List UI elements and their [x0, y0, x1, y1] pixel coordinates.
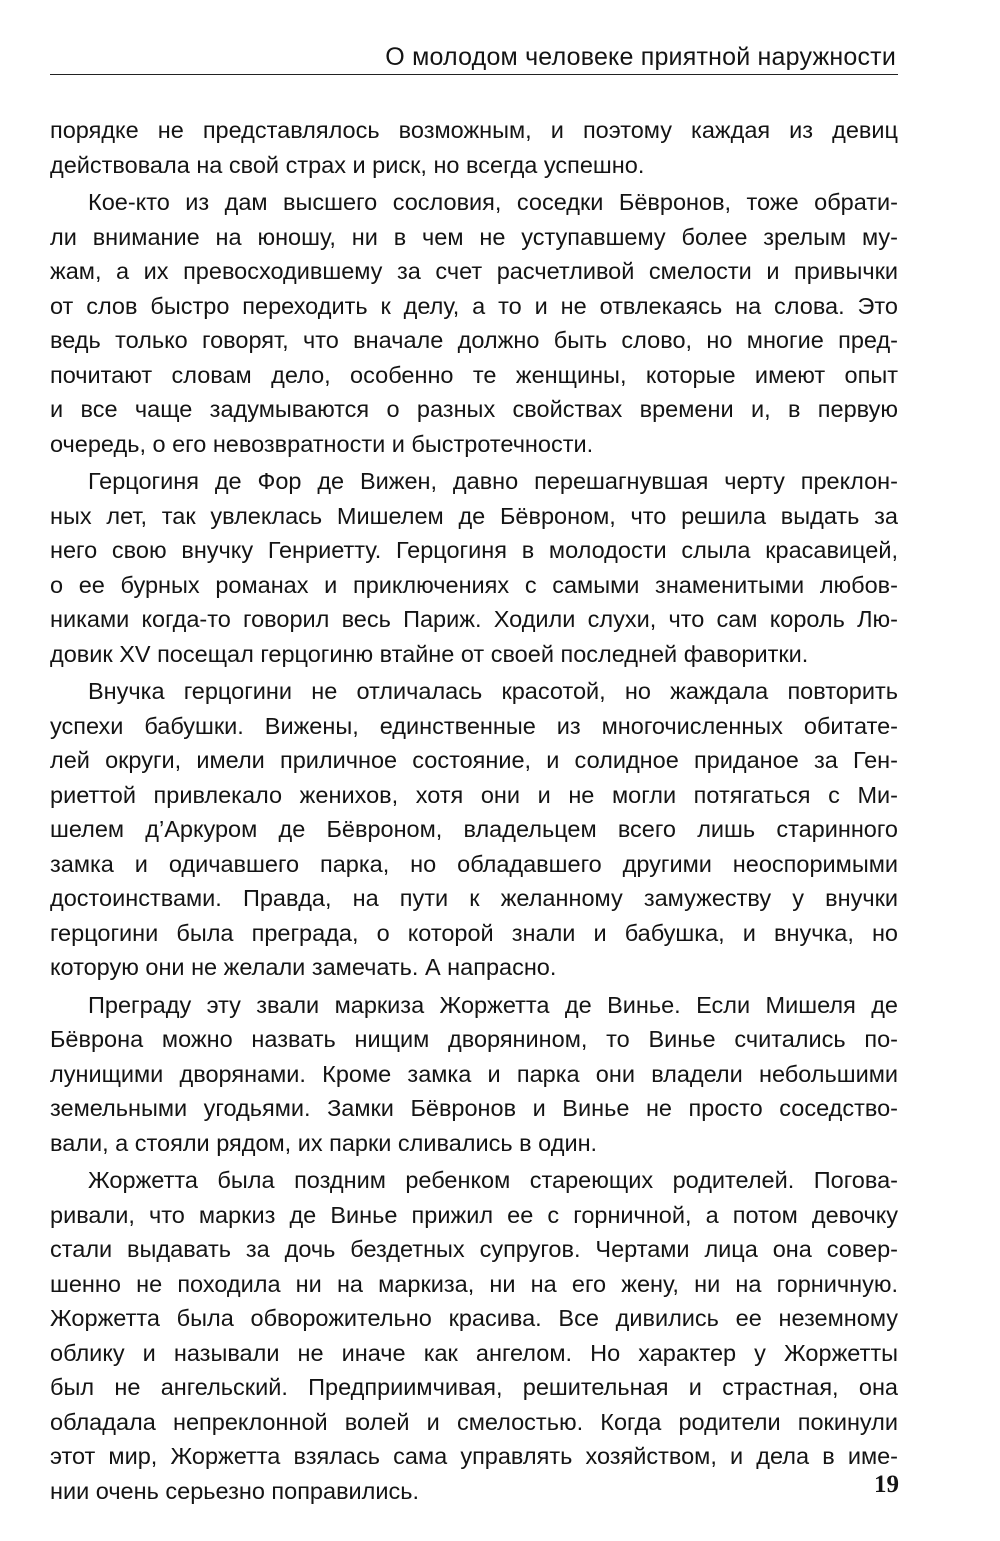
text-line: этот мир, Жоржетта взялась сама управлять хозяйством, и дела в име-: [50, 1443, 898, 1469]
text-line: ных лет, так увлеклась Мишелем де Бёвроном, что решила выдать за: [50, 502, 898, 529]
text-line: успехи бабушки. Вижены, единственные из многочисленных обитате-: [50, 712, 898, 739]
text-line: довик XV посещал герцогиню втайне от своей последней фаворитки.: [50, 640, 809, 667]
text-line: от слов быстро переходить к делу, а то и не отвлекаясь на слова. Это: [50, 292, 898, 319]
text-line: облику и называли не иначе как ангелом. Но характер у Жоржетты: [50, 1339, 898, 1366]
text-line: обладала непреклонной волей и смелостью. Когда родители покинули: [50, 1408, 898, 1435]
text-line: Внучка герцогини не отличалась красотой, но жаждала повторить: [88, 678, 898, 704]
paragraph: [50, 674, 898, 985]
body-text: [50, 113, 898, 1508]
running-head: [50, 40, 898, 75]
text-line: Жоржетта была обворожительно красива. Все дивились ее неземному: [50, 1305, 898, 1331]
text-line: Жоржетта была поздним ребенком стареющих родителей. Погова-: [88, 1167, 898, 1193]
text-line: достоинствами. Правда, на пути к желанному замужеству у внучки: [50, 885, 898, 911]
text-line: Преграду эту звали маркиза Жоржетта де Винье. Если Мишеля де: [88, 991, 898, 1018]
text-line: Кое-кто из дам высшего сословия, соседки Бёвронов, тоже обрати-: [88, 189, 898, 215]
text-line: лей округи, имели приличное состояние, и солидное приданое за Ген-: [50, 747, 898, 773]
text-line: риеттой привлекало женихов, хотя они и не могли потягаться с Ми-: [50, 781, 898, 808]
text-line: о ее бурных романах и приключениях с самыми знаменитыми любов-: [50, 571, 898, 598]
text-line: почитают словам дело, особенно те женщины, которые имеют опыт: [50, 361, 898, 388]
paragraph: [50, 988, 898, 1161]
text-line: шелем д’Аркуром де Бёвроном, владельцем всего лишь старинного: [50, 816, 898, 842]
paragraph: [50, 185, 898, 461]
text-line: герцогини была преграда, о которой знали и бабушка, и внучка, но: [50, 919, 898, 946]
text-line: Герцогиня де Фор де Вижен, давно перешагнувшая черту преклон-: [88, 468, 898, 494]
text-line: шенно не походила ни на маркиза, ни на его жену, ни на горничную.: [50, 1270, 898, 1297]
text-line: нии очень серьезно поправились.: [50, 1477, 420, 1504]
text-line: никами когда-то говорил весь Париж. Ходили слухи, что сам король Лю-: [50, 606, 898, 632]
paragraph: [50, 113, 898, 182]
text-line: порядке не представлялось возможным, и поэтому каждая из девиц: [50, 117, 898, 143]
text-line: очередь, о его невозвратности и быстротечности.: [50, 430, 594, 457]
text-line: земельными угодьями. Замки Бёвронов и Винье не просто соседство-: [50, 1095, 898, 1121]
text-line: него свою внучку Генриетту. Герцогиня в молодости слыла красавицей,: [50, 537, 898, 563]
text-line: действовала на свой страх и риск, но всегда успешно.: [50, 151, 645, 178]
text-line: вали, а стояли рядом, их парки сливались в один.: [50, 1129, 598, 1156]
page-number: 19: [874, 1471, 899, 1498]
text-line: и все чаще задумываются о разных свойствах времени и, в первую: [50, 396, 898, 422]
text-line: ведь только говорят, что вначале должно быть слово, но многие пред-: [50, 327, 898, 353]
text-line: Бёврона можно назвать нищим дворянином, то Винье считались по-: [50, 1026, 898, 1052]
text-line: был не ангельский. Предприимчивая, решительная и страстная, она: [50, 1374, 898, 1400]
text-line: замка и одичавшего парка, но обладавшего другими неоспоримыми: [50, 850, 898, 877]
text-line: которую они не желали замечать. А напрасно.: [50, 954, 557, 980]
text-line: жам, а их превосходившему за счет расчетливой смелости и привычки: [50, 258, 898, 284]
text-line: стали выдавать за дочь бездетных супругов. Чертами лица она совер-: [50, 1236, 898, 1262]
running-head-title: О молодом человеке приятной наружности: [385, 43, 896, 71]
text-line: лунищими дворянами. Кроме замка и парка они владели небольшими: [50, 1060, 898, 1087]
paragraph: [50, 1163, 898, 1508]
paragraph: [50, 464, 898, 671]
text-line: ривали, что маркиз де Винье прижил ее с горничной, а потом девочку: [50, 1201, 898, 1228]
text-line: ли внимание на юношу, ни в чем не уступавшему более зрелым му-: [50, 223, 898, 250]
